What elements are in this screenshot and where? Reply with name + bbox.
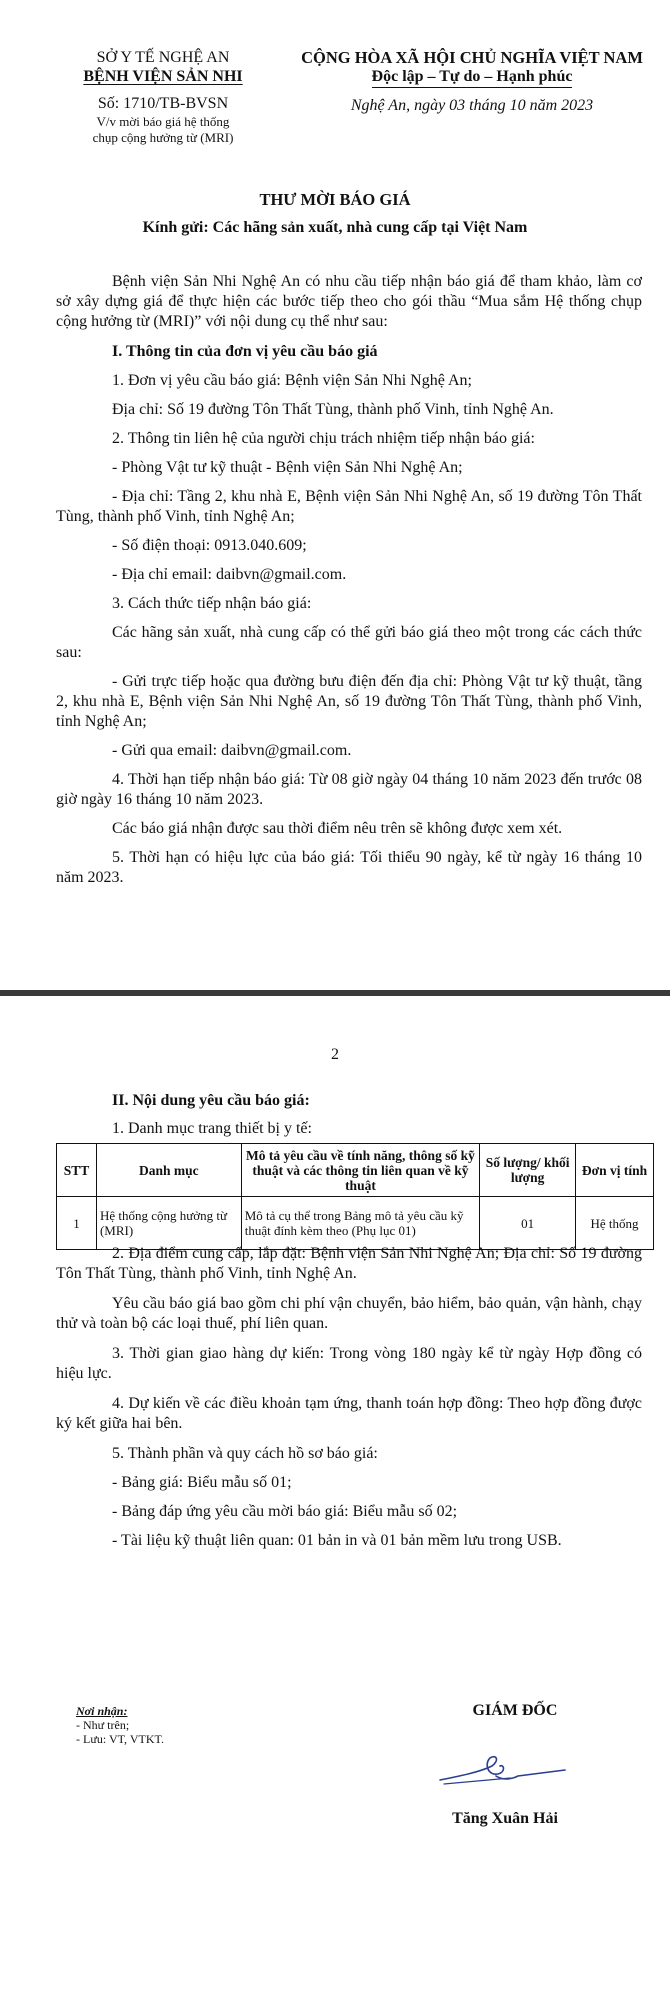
table-row xyxy=(57,1197,654,1250)
motto-text: Độc lập – Tự do – Hạnh phúc xyxy=(372,68,573,88)
table-header-cell: Số lượng/ khối lượng xyxy=(480,1144,576,1197)
table-cell: Hệ thống xyxy=(576,1197,654,1250)
signature-icon xyxy=(430,1746,580,1796)
paragraph: 5. Thời hạn có hiệu lực của báo giá: Tối thiểu 90 ngày, kể từ ngày 16 tháng 10 năm 2023. xyxy=(56,849,642,886)
page-separator xyxy=(0,990,670,996)
paragraph: - Tài liệu kỹ thuật liên quan: 01 bản in và 01 bản mềm lưu trong USB. xyxy=(112,1532,562,1549)
table-header-cell: Mô tả yêu cầu về tính năng, thông số kỹ thuật và các thông tin liên quan về kỹ thuật xyxy=(241,1144,480,1197)
signer-name: Tăng Xuân Hải xyxy=(452,1810,558,1827)
greeting: Kính gửi: Các hãng sản xuất, nhà cung cấp tại Việt Nam xyxy=(142,219,528,236)
table-header-cell: Danh mục xyxy=(96,1144,241,1197)
table-cell: Hệ thống cộng hưởng từ (MRI) xyxy=(96,1197,241,1250)
hospital-name: BỆNH VIỆN SẢN NHI xyxy=(83,68,243,85)
subject-line-1: V/v mời báo giá hệ thống xyxy=(96,114,230,129)
header-left xyxy=(58,48,268,146)
paragraph: - Bảng đáp ứng yêu cầu mời báo giá: Biểu mẫu số 02; xyxy=(112,1503,458,1520)
subject-line-2: chụp cộng hưởng từ (MRI) xyxy=(92,130,234,145)
paragraph: 5. Thành phần và quy cách hồ sơ báo giá: xyxy=(112,1445,378,1462)
section2-heading: II. Nội dung yêu cầu báo giá: xyxy=(112,1092,310,1109)
paragraph: 1. Đơn vị yêu cầu báo giá: Bệnh viện Sản Nhi Nghệ An; xyxy=(112,372,472,389)
signer-role: GIÁM ĐỐC xyxy=(472,1702,558,1719)
table-cell: 1 xyxy=(57,1197,97,1250)
recipient-item: - Như trên; xyxy=(76,1718,130,1732)
paragraph: - Số điện thoại: 0913.040.609; xyxy=(112,537,307,554)
table-header-row xyxy=(57,1144,654,1197)
paragraph: - Bảng giá: Biểu mẫu số 01; xyxy=(112,1474,292,1491)
recipient-item: - Lưu: VT, VTKT. xyxy=(76,1732,164,1746)
paragraph: - Gửi trực tiếp hoặc qua đường bưu điện đến địa chỉ: Phòng Vật tư kỹ thuật, tầng 2, khu nhà E, Bệnh viện Sản Nhi Nghệ An, số 19 đường Tôn Thất Tùng, thành phố Vinh, tỉnh Nghệ An; xyxy=(56,673,642,730)
header-right xyxy=(282,48,662,116)
recipients-block xyxy=(76,1704,164,1746)
paragraph: 4. Dự kiến về các điều khoản tạm ứng, thanh toán hợp đồng: Theo hợp đồng được ký kết giữa hai bên. xyxy=(56,1395,642,1432)
recipients-title: Nơi nhận: xyxy=(76,1704,128,1718)
table-cell: Mô tả cụ thể trong Bảng mô tả yêu cầu kỹ thuật đính kèm theo (Phụ lục 01) xyxy=(241,1197,480,1250)
paragraph: - Địa chỉ email: daibvn@gmail.com. xyxy=(112,566,347,583)
paragraph: Các hãng sản xuất, nhà cung cấp có thể gửi báo giá theo một trong các cách thức sau: xyxy=(56,624,642,661)
paragraph: Yêu cầu báo giá bao gồm chi phí vận chuyển, bảo hiểm, bảo quản, vận hành, chạy thử và toàn bộ các loại thuế, phí liên quan. xyxy=(56,1295,642,1332)
section2-item1: 1. Danh mục trang thiết bị y tế: xyxy=(112,1120,312,1137)
place-date: Nghệ An, ngày 03 tháng 10 năm 2023 xyxy=(350,97,594,114)
motto xyxy=(282,67,662,86)
table-header-cell: STT xyxy=(57,1144,97,1197)
table-cell: 01 xyxy=(480,1197,576,1250)
section1-heading: I. Thông tin của đơn vị yêu cầu báo giá xyxy=(112,343,378,360)
page2-body xyxy=(56,1244,642,1560)
table-header-cell: Đơn vị tính xyxy=(576,1144,654,1197)
doc-number: Số: 1710/TB-BVSN xyxy=(97,95,229,112)
paragraph: - Phòng Vật tư kỹ thuật - Bệnh viện Sản Nhi Nghệ An; xyxy=(112,459,463,476)
paragraph: 3. Thời gian giao hàng dự kiến: Trong vòng 180 ngày kể từ ngày Hợp đồng có hiệu lực. xyxy=(56,1345,642,1382)
paragraph: Các báo giá nhận được sau thời điểm nêu trên sẽ không được xem xét. xyxy=(112,820,563,837)
paragraph: Địa chỉ: Số 19 đường Tôn Thất Tùng, thành phố Vinh, tỉnh Nghệ An. xyxy=(112,401,554,418)
paragraph: 4. Thời hạn tiếp nhận báo giá: Từ 08 giờ ngày 04 tháng 10 năm 2023 đến trước 08 giờ ngày 16 tháng 10 năm 2023. xyxy=(56,771,642,808)
page-number: 2 xyxy=(331,1046,339,1063)
paragraph: 2. Địa điểm cung cấp, lắp đặt: Bệnh viện Sản Nhi Nghệ An; Địa chỉ: Số 19 đường Tôn Thất Tùng, thành phố Vinh, tỉnh Nghệ An. xyxy=(56,1245,642,1282)
equipment-table xyxy=(56,1143,654,1250)
paragraph: 2. Thông tin liên hệ của người chịu trách nhiệm tiếp nhận báo giá: xyxy=(112,430,535,447)
paragraph: - Địa chỉ: Tầng 2, khu nhà E, Bệnh viện Sản Nhi Nghệ An, số 19 đường Tôn Thất Tùng, thành phố Vinh, tỉnh Nghệ An; xyxy=(56,488,642,525)
paragraph: 3. Cách thức tiếp nhận báo giá: xyxy=(112,595,312,612)
paragraph: Bệnh viện Sản Nhi Nghệ An có nhu cầu tiếp nhận báo giá để tham khảo, làm cơ sở xây dựng giá để thực hiện các bước tiếp theo cho gói thầu “Mua sắm Hệ thống chụp cộng hưởng từ (MRI)” với nội dung cụ thể như sau: xyxy=(56,273,642,330)
agency-name: SỞ Y TẾ NGHỆ AN xyxy=(96,49,230,66)
document-title: THƯ MỜI BÁO GIÁ xyxy=(259,190,411,209)
paragraph: - Gửi qua email: daibvn@gmail.com. xyxy=(112,742,352,759)
page1-body xyxy=(56,272,642,897)
republic-name: CỘNG HÒA XÃ HỘI CHỦ NGHĨA VIỆT NAM xyxy=(301,48,643,67)
